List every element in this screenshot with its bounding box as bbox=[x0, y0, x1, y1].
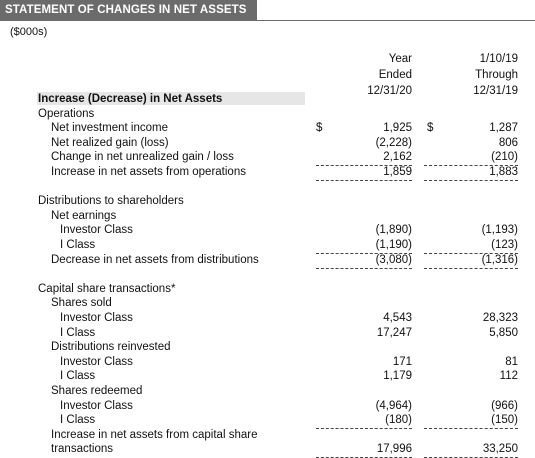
column-header-line: Year bbox=[388, 53, 412, 65]
row-label: Shares sold bbox=[51, 297, 112, 310]
table-row bbox=[0, 282, 535, 297]
title-rule bbox=[0, 20, 535, 21]
value-2020: 17,247 bbox=[376, 326, 412, 339]
table-row bbox=[0, 238, 535, 253]
table-row bbox=[0, 180, 535, 195]
row-label: Increase in net assets from operations bbox=[51, 166, 246, 178]
value-2019: 28,323 bbox=[482, 312, 518, 324]
value-2019: (123) bbox=[424, 238, 518, 254]
value-2019: (150) bbox=[424, 413, 518, 429]
value-2020: (2,228) bbox=[375, 136, 412, 149]
row-label: Investor Class bbox=[60, 399, 133, 412]
table-row bbox=[0, 428, 535, 443]
value-2019: 112 bbox=[499, 370, 518, 383]
value-2020: 171 bbox=[392, 355, 412, 368]
value-2019: 1,883 bbox=[424, 165, 518, 181]
value-2019: (966) bbox=[491, 399, 518, 412]
table-row bbox=[0, 253, 535, 268]
table-row bbox=[0, 136, 535, 151]
row-label: Net investment income bbox=[51, 122, 168, 135]
row-label: Net realized gain (loss) bbox=[51, 136, 169, 149]
table-row bbox=[0, 267, 535, 282]
statement-title: STATEMENT OF CHANGES IN NET ASSETS bbox=[0, 0, 257, 20]
value-2019: 33,250 bbox=[424, 442, 518, 458]
table-row bbox=[0, 150, 535, 165]
table-row bbox=[0, 311, 535, 326]
table-row bbox=[0, 223, 535, 238]
row-label: I Class bbox=[60, 370, 96, 383]
table-row bbox=[0, 121, 535, 136]
table-row bbox=[0, 194, 535, 209]
table-row bbox=[0, 442, 535, 457]
table-row bbox=[0, 340, 535, 355]
row-label: Investor Class bbox=[60, 224, 133, 237]
value-2020: (3,080) bbox=[316, 253, 412, 269]
value-2020: (1,890) bbox=[375, 224, 412, 237]
value-2020: (1,190) bbox=[316, 238, 412, 254]
table-row bbox=[0, 107, 535, 122]
value-2020: 2,162 bbox=[316, 150, 412, 166]
units-note: ($000s) bbox=[10, 26, 48, 38]
row-label: Net earnings bbox=[51, 209, 117, 222]
row-label: Distributions reinvested bbox=[51, 341, 171, 354]
value-2020: (180) bbox=[316, 413, 412, 429]
value-2020: 17,996 bbox=[316, 442, 412, 458]
table-row bbox=[0, 296, 535, 311]
row-label: Shares redeemed bbox=[51, 385, 143, 397]
row-label: I Class bbox=[60, 239, 96, 251]
column-header-line: Ended bbox=[378, 69, 412, 81]
table-row bbox=[0, 92, 535, 107]
value-2019: (210) bbox=[424, 150, 518, 166]
row-label: Increase in net assets from capital share bbox=[51, 428, 258, 441]
dollar-sign: $ bbox=[427, 122, 434, 135]
row-label: Investor Class bbox=[60, 312, 133, 324]
column-header-line: Through bbox=[475, 69, 518, 81]
value-2019: (1,193) bbox=[481, 224, 518, 237]
table-row bbox=[0, 355, 535, 370]
row-label: Operations bbox=[38, 107, 95, 120]
column-header-line: 1/10/19 bbox=[479, 53, 518, 65]
value-2020: (4,964) bbox=[375, 399, 412, 412]
row-label: Distributions to shareholders bbox=[38, 195, 184, 208]
row-label: Decrease in net assets from distributions bbox=[51, 253, 259, 266]
value-2019: (1,316) bbox=[424, 253, 518, 269]
table-row bbox=[0, 384, 535, 399]
row-label: transactions bbox=[51, 443, 114, 456]
row-label: Increase (Decrease) in Net Assets bbox=[38, 93, 223, 105]
value-2019: 81 bbox=[505, 355, 518, 368]
table-row bbox=[0, 369, 535, 384]
column-header-line: 12/31/20 bbox=[367, 85, 412, 97]
value-2020: 1,925 bbox=[383, 122, 412, 135]
table-row bbox=[0, 413, 535, 428]
dollar-sign: $ bbox=[316, 122, 323, 135]
row-label: Capital share transactions* bbox=[38, 282, 176, 295]
table-row bbox=[0, 326, 535, 341]
value-2019: 5,850 bbox=[489, 326, 518, 339]
table-row bbox=[0, 209, 535, 224]
row-label: Investor Class bbox=[60, 355, 133, 368]
row-label: Change in net unrealized gain / loss bbox=[51, 151, 234, 164]
row-label: I Class bbox=[60, 326, 96, 339]
row-label: I Class bbox=[60, 414, 96, 427]
value-2020: 1,179 bbox=[383, 370, 412, 383]
value-2020: 4,543 bbox=[383, 312, 412, 324]
value-2019: 806 bbox=[498, 136, 518, 149]
value-2020: 1,859 bbox=[316, 165, 412, 181]
table-row bbox=[0, 399, 535, 414]
table-row bbox=[0, 165, 535, 180]
value-2019: 1,287 bbox=[489, 122, 518, 135]
column-header-line: 12/31/19 bbox=[473, 85, 518, 97]
